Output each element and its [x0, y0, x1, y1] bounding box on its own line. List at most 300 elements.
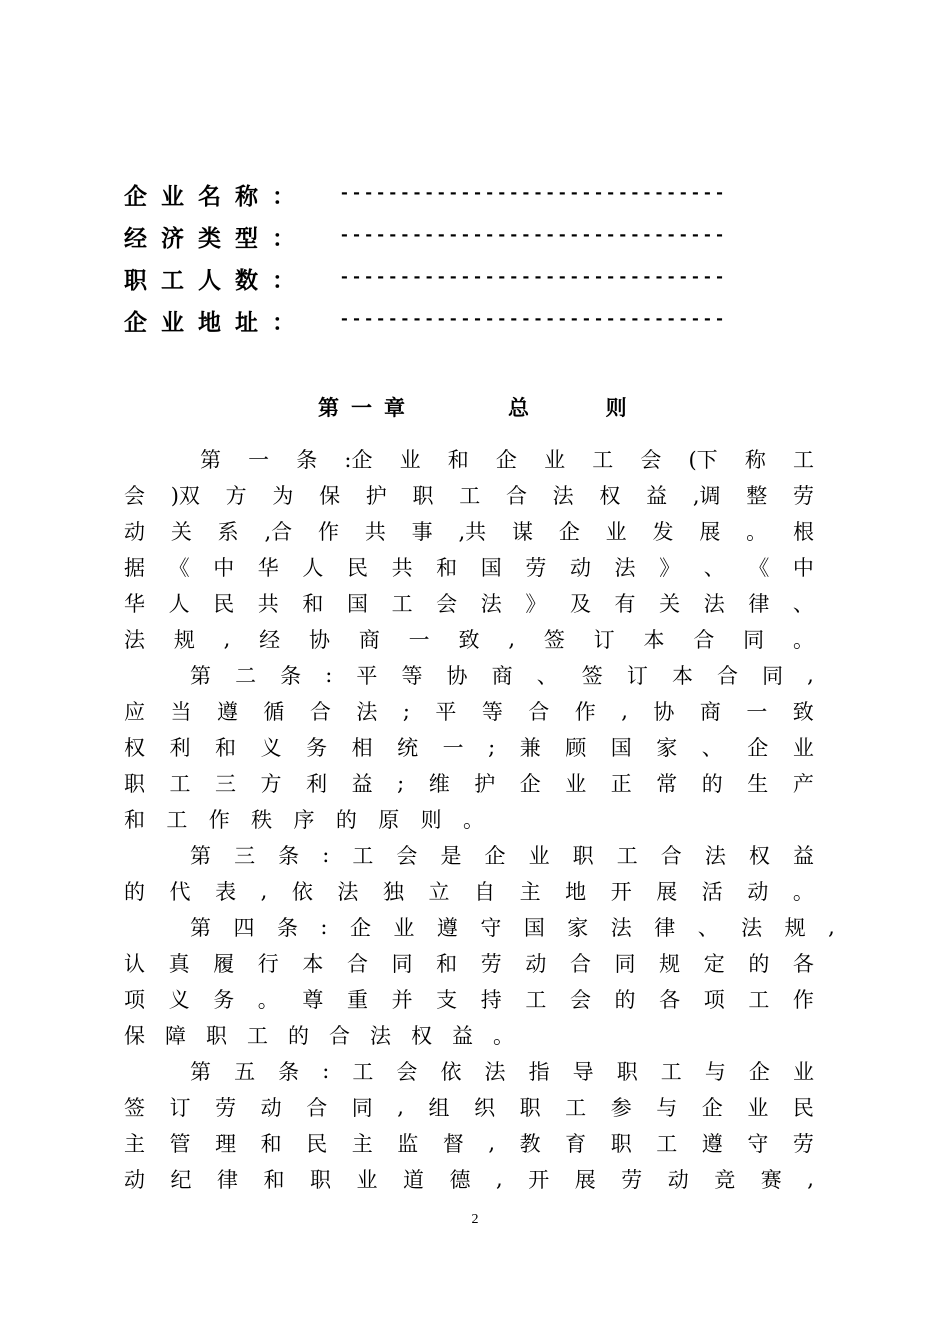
text-char: 平	[435, 700, 457, 724]
text-char: 律	[748, 592, 770, 616]
text-char: 与	[704, 1060, 726, 1084]
text-char: 务	[306, 736, 328, 760]
text-char: 合	[309, 700, 331, 724]
text-char: ;	[397, 771, 405, 795]
text-char: 《	[748, 556, 770, 580]
text-char: ,	[621, 699, 628, 723]
text-char: 致	[458, 628, 480, 652]
text-line	[124, 730, 814, 764]
text-char: 项	[124, 988, 145, 1012]
text-char: 会	[396, 1060, 418, 1084]
text-char: 。	[463, 808, 484, 832]
text-char: 益	[792, 844, 814, 868]
text-char: 条	[278, 1060, 300, 1084]
text-char: 合	[505, 484, 527, 508]
text-char: 规	[659, 952, 681, 976]
text-line	[124, 514, 814, 548]
text-char: 职	[572, 844, 594, 868]
text-char: ;	[402, 699, 410, 723]
text-char: 行	[257, 952, 279, 976]
text-char: 企	[519, 772, 541, 796]
text-char: 华	[124, 592, 145, 616]
text-char: 应	[124, 700, 145, 724]
text-char: 企	[558, 520, 580, 544]
text-char: 守	[480, 916, 502, 940]
text-char: 务	[213, 988, 235, 1012]
text-char: 职	[616, 1060, 638, 1084]
text-char: 主	[351, 1132, 373, 1156]
text-char: 共	[257, 592, 279, 616]
text-char: 家	[567, 916, 589, 940]
text-char: 业	[792, 736, 814, 760]
text-char: 表	[215, 880, 237, 904]
text-char: 条	[280, 664, 302, 688]
text-line	[124, 586, 814, 620]
text-char: 的	[614, 988, 636, 1012]
text-char: 利	[169, 736, 191, 760]
text-char: 、	[701, 736, 723, 760]
field-label: 企业名称：	[124, 183, 309, 210]
text-char: 教	[519, 1132, 541, 1156]
text-char: 独	[382, 880, 404, 904]
text-char: 商	[358, 628, 380, 652]
text-char: 生	[747, 772, 769, 796]
text-char: 共	[364, 520, 386, 544]
text-char: 序	[293, 808, 315, 832]
text-char: 指	[528, 1060, 550, 1084]
text-char: 履	[213, 952, 235, 976]
text-char: 开	[528, 1168, 550, 1192]
text-char: 、	[536, 664, 558, 688]
text-char: 条	[276, 916, 298, 940]
text-char: 一	[746, 700, 768, 724]
text-char: 本	[671, 664, 693, 688]
field-enterprise-address	[124, 302, 727, 338]
text-line	[190, 1054, 814, 1088]
text-char: 各	[659, 988, 681, 1012]
text-char: 整	[746, 484, 768, 508]
text-char: 签	[124, 1096, 145, 1120]
text-line	[124, 622, 814, 656]
text-char: 劳	[480, 952, 502, 976]
text-char: 合	[717, 664, 739, 688]
text-line	[124, 766, 814, 800]
text-char: 参	[610, 1096, 632, 1120]
field-economic-type	[124, 218, 727, 254]
text-char: 中	[792, 556, 814, 580]
text-char: 各	[792, 952, 814, 976]
text-char: 导	[572, 1060, 594, 1084]
text-char: 法	[370, 1024, 391, 1048]
text-char: 人	[168, 592, 190, 616]
text-char: 人	[302, 556, 324, 580]
text-char: 法	[337, 880, 359, 904]
text-char: 动	[124, 1168, 145, 1192]
text-char: 则	[420, 808, 442, 832]
text-char: ,	[397, 1095, 404, 1119]
text-line	[124, 1018, 514, 1052]
text-char: 益	[452, 1024, 473, 1048]
text-char: 业	[792, 1060, 814, 1084]
text-char: 劳	[525, 556, 547, 580]
text-char: 管	[169, 1132, 191, 1156]
text-char: 秩	[251, 808, 273, 832]
text-char: 护	[474, 772, 496, 796]
text-char: ,	[496, 1167, 503, 1191]
text-char: 规	[173, 628, 195, 652]
text-char: 相	[351, 736, 373, 760]
text-char: ,	[223, 627, 231, 651]
text-char: 国	[523, 916, 545, 940]
text-char: 统	[397, 736, 419, 760]
text-char: 动	[747, 880, 769, 904]
text-char: 的	[748, 952, 770, 976]
text-char: ,	[260, 879, 268, 903]
text-char: 原	[378, 808, 400, 832]
text-char: 正	[610, 772, 632, 796]
text-char: 业	[356, 1168, 378, 1192]
text-line	[124, 694, 814, 728]
text-char: 工	[352, 844, 374, 868]
text-char: 定	[703, 952, 725, 976]
text-char: 依	[291, 880, 313, 904]
text-char: 作	[318, 520, 339, 544]
chapter-title	[508, 392, 627, 422]
text-char: ,	[807, 1167, 814, 1191]
text-char: 自	[474, 880, 496, 904]
text-char: 会	[396, 844, 418, 868]
text-char: 。	[257, 988, 279, 1012]
chapter-number: 第一章	[318, 396, 417, 420]
text-char: :	[322, 1059, 330, 1083]
field-enterprise-name	[124, 176, 727, 212]
text-char: 展	[574, 1168, 596, 1192]
text-char: 签	[581, 664, 603, 688]
text-char: 工	[166, 808, 188, 832]
text-char: 等	[401, 664, 423, 688]
text-char: 企	[349, 916, 371, 940]
text-char: 权	[599, 484, 621, 508]
field-label: 经济类型：	[124, 225, 309, 252]
text-char: 劳	[215, 1096, 237, 1120]
text-char: 致	[792, 700, 814, 724]
text-char: 的	[288, 1024, 309, 1048]
text-char: 织	[474, 1096, 496, 1120]
text-char: 合	[346, 952, 368, 976]
text-char: 国	[346, 592, 368, 616]
text-char: :企	[344, 448, 373, 472]
text-char: 与	[656, 1096, 678, 1120]
text-char: 持	[480, 988, 502, 1012]
text-char: 订	[626, 664, 648, 688]
text-char: 工	[525, 988, 547, 1012]
text-char: 发	[652, 520, 674, 544]
text-char: 业	[399, 448, 421, 472]
text-char: 业	[544, 448, 566, 472]
text-char: 动	[667, 1168, 689, 1192]
text-char: 、	[697, 916, 719, 940]
text-char: 劳	[792, 1132, 814, 1156]
text-char: 真	[168, 952, 190, 976]
text-line	[124, 550, 814, 584]
page-number: 2	[471, 1212, 479, 1227]
text-char: 本	[302, 952, 324, 976]
text-char: 主	[124, 1132, 145, 1156]
text-char: ,调	[692, 484, 721, 508]
text-char: 协	[653, 700, 675, 724]
text-char: 工	[748, 988, 770, 1012]
text-char: 企	[748, 1060, 770, 1084]
text-char: ;	[488, 735, 496, 759]
text-char: 权	[748, 844, 770, 868]
text-char: 会	[640, 448, 662, 472]
text-char: 第	[200, 448, 221, 472]
text-char: 民	[346, 556, 368, 580]
text-line	[124, 946, 814, 980]
text-line	[190, 910, 835, 944]
text-char: 的	[335, 808, 357, 832]
text-char: 和	[263, 1168, 285, 1192]
text-char: 循	[263, 700, 285, 724]
text-char: 二	[235, 664, 257, 688]
text-line	[124, 802, 484, 836]
text-char: 业	[393, 916, 415, 940]
text-char: 代	[169, 880, 191, 904]
text-line	[124, 874, 814, 908]
text-char: 》	[525, 592, 547, 616]
text-char: 。	[493, 1024, 514, 1048]
text-char: 维	[428, 772, 450, 796]
text-char: 和	[215, 736, 237, 760]
text-char: 关	[659, 592, 681, 616]
field-label: 职工人数：	[124, 267, 309, 294]
text-char: 是	[440, 844, 462, 868]
text-char: 动	[260, 1096, 282, 1120]
text-char: ,合	[264, 520, 293, 544]
text-char: 项	[703, 988, 725, 1012]
text-char: 依	[440, 1060, 462, 1084]
text-char: 企	[484, 844, 506, 868]
text-char: ,共	[458, 520, 487, 544]
text-char: 系	[217, 520, 239, 544]
text-char: 职	[610, 1132, 632, 1156]
text-line	[124, 478, 814, 512]
text-char: 支	[436, 988, 458, 1012]
text-char: 条	[278, 844, 300, 868]
text-char: 合	[569, 952, 591, 976]
text-char: 据	[124, 556, 145, 580]
text-char: 障	[165, 1024, 186, 1048]
field-blank-line[interactable]: --------------------------------	[339, 184, 727, 204]
text-char: 纪	[170, 1168, 192, 1192]
text-char: 民	[792, 1096, 814, 1120]
text-char: 合	[329, 1024, 350, 1048]
text-char: 民	[213, 592, 235, 616]
text-char: :	[325, 663, 333, 687]
text-char: 及	[569, 592, 591, 616]
text-char: 义	[260, 736, 282, 760]
text-char: 。	[792, 880, 814, 904]
text-line	[124, 1090, 814, 1124]
text-char: 法	[704, 844, 726, 868]
text-char: 《	[168, 556, 190, 580]
text-char: 一	[408, 628, 430, 652]
text-char: 保	[124, 1024, 145, 1048]
text-char: 方	[225, 484, 247, 508]
text-char: 同	[743, 628, 765, 652]
field-blank-line[interactable]: --------------------------------	[339, 268, 727, 288]
text-char: 华	[257, 556, 279, 580]
text-char: 工	[792, 448, 814, 472]
text-char: 当	[170, 700, 192, 724]
text-char: (下	[688, 448, 718, 472]
text-char: 同	[614, 952, 636, 976]
text-char: 法	[356, 700, 378, 724]
text-char: 尊	[302, 988, 324, 1012]
text-line	[124, 1162, 814, 1196]
text-char: 企	[701, 1096, 723, 1120]
text-char: 条	[296, 448, 318, 472]
text-char: 法	[552, 484, 574, 508]
text-char: 订	[169, 1096, 191, 1120]
text-char: 企	[747, 736, 769, 760]
text-char: 守	[747, 1132, 769, 1156]
field-blank-line[interactable]: --------------------------------	[339, 310, 727, 330]
text-char: 。	[746, 520, 768, 544]
text-char: 五	[234, 1060, 256, 1084]
text-char: 方	[260, 772, 282, 796]
text-char: 兼	[519, 736, 541, 760]
text-char: 理	[215, 1132, 237, 1156]
text-char: 业	[605, 520, 627, 544]
text-char: 经	[259, 628, 281, 652]
text-char: 工	[660, 1060, 682, 1084]
text-char: 为	[272, 484, 294, 508]
text-char: 展	[699, 520, 721, 544]
text-char: 签	[543, 628, 565, 652]
text-char: 》	[659, 556, 681, 580]
text-char: 职	[412, 484, 434, 508]
text-char: 动	[569, 556, 591, 580]
text-char: 和	[436, 952, 458, 976]
text-char: 和	[302, 592, 324, 616]
text-char: 遵	[216, 700, 238, 724]
text-char: 谋	[512, 520, 533, 544]
text-char: 义	[168, 988, 190, 1012]
text-char: 育	[565, 1132, 587, 1156]
text-char: 四	[233, 916, 255, 940]
text-line	[200, 442, 814, 476]
text-char: 工	[169, 772, 191, 796]
text-char: 动	[525, 952, 547, 976]
text-char: 劳	[621, 1168, 643, 1192]
text-char: 立	[428, 880, 450, 904]
field-blank-line[interactable]: --------------------------------	[339, 226, 727, 246]
text-char: 等	[481, 700, 503, 724]
text-char: 三	[234, 844, 256, 868]
text-char: 职	[124, 772, 145, 796]
text-char: 协	[446, 664, 468, 688]
text-char: 商	[491, 664, 513, 688]
text-char: 道	[403, 1168, 424, 1192]
field-label: 企业地址：	[124, 309, 309, 336]
text-char: ,	[807, 663, 814, 687]
text-char: 顾	[565, 736, 587, 760]
text-char: 遵	[436, 916, 458, 940]
text-char: :	[320, 915, 328, 939]
text-char: 同	[351, 1096, 373, 1120]
text-char: 工	[616, 844, 638, 868]
text-line	[190, 658, 814, 692]
text-char: 同	[391, 952, 413, 976]
text-line	[124, 982, 814, 1016]
text-char: 职	[206, 1024, 227, 1048]
text-char: 法	[703, 592, 725, 616]
text-char: 护	[365, 484, 387, 508]
text-char: 职	[519, 1096, 541, 1120]
text-char: 法	[610, 916, 632, 940]
text-char: 作	[574, 700, 596, 724]
text-char: 地	[565, 880, 587, 904]
text-char: 竞	[714, 1168, 736, 1192]
text-char: 劳	[792, 484, 814, 508]
text-char: 作	[208, 808, 230, 832]
text-char: )双	[170, 484, 200, 508]
text-char: 协	[309, 628, 330, 652]
text-char: 法	[124, 628, 145, 652]
text-char: 业	[528, 844, 550, 868]
text-char: 赛	[760, 1168, 782, 1192]
text-char: 和	[124, 808, 145, 832]
text-char: 的	[701, 772, 723, 796]
text-char: 和	[436, 556, 458, 580]
text-char: 法	[480, 592, 502, 616]
text-char: 规	[784, 916, 806, 940]
text-char: 法	[484, 1060, 506, 1084]
text-char: 第	[190, 844, 211, 868]
text-char: 合	[660, 844, 682, 868]
text-char: 中	[213, 556, 235, 580]
text-char: 商	[699, 700, 721, 724]
text-char: 工	[247, 1024, 268, 1048]
text-char: 德	[449, 1168, 471, 1192]
text-char: 关	[170, 520, 192, 544]
text-char: 三	[215, 772, 237, 796]
text-char: 第	[190, 1060, 211, 1084]
text-char: 益	[351, 772, 373, 796]
text-char: 工	[391, 592, 413, 616]
text-char: 有	[614, 592, 636, 616]
text-char: 工	[352, 1060, 374, 1084]
text-char: 职	[310, 1168, 331, 1192]
text-char: 会	[569, 988, 591, 1012]
text-char: 律	[654, 916, 676, 940]
text-char: ,	[508, 627, 515, 651]
text-char: 监	[397, 1132, 419, 1156]
text-char: 律	[217, 1168, 238, 1192]
text-char: 活	[701, 880, 723, 904]
text-line	[124, 1126, 814, 1160]
text-char: 家	[656, 736, 678, 760]
text-char: 第	[190, 664, 211, 688]
text-char: 业	[565, 772, 587, 796]
text-char: 产	[792, 772, 814, 796]
text-char: 会	[436, 592, 458, 616]
text-char: 动	[124, 520, 145, 544]
text-char: ,	[488, 1131, 496, 1155]
text-char: 国	[480, 556, 502, 580]
text-char: 并	[391, 988, 413, 1012]
